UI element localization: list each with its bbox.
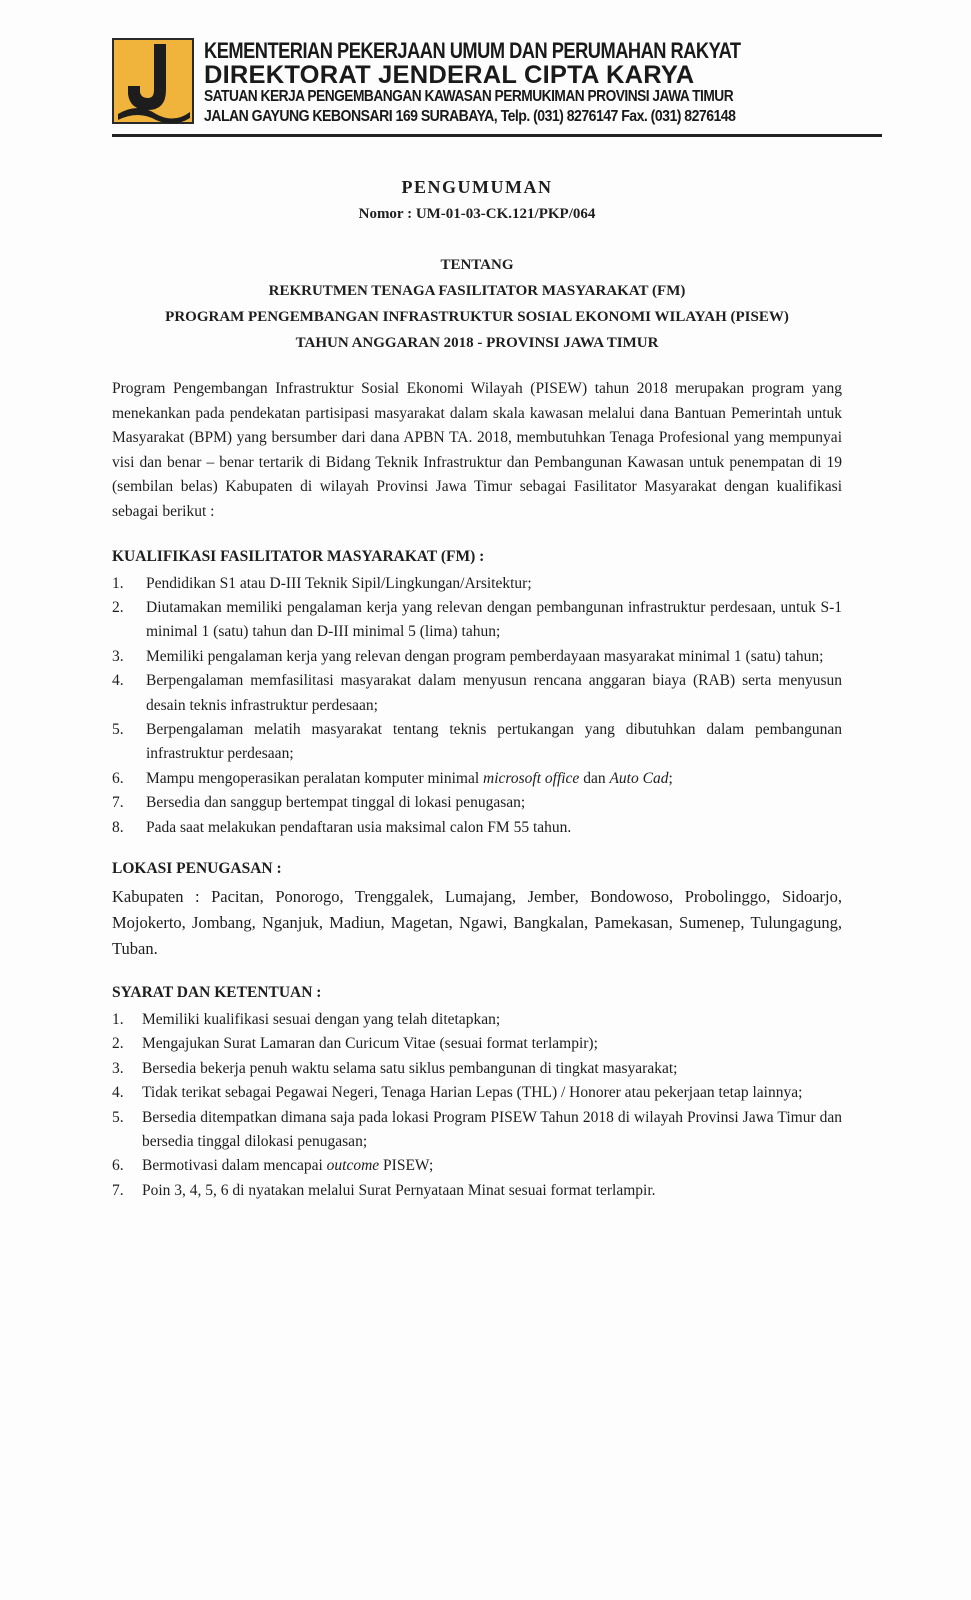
item-number: 1. — [112, 1011, 124, 1029]
letterhead-address: JALAN GAYUNG KEBONSARI 169 SURABAYA, Telp. (031) 8276147 Fax. (031) 8276148 — [204, 108, 736, 125]
about-label: TENTANG — [440, 257, 514, 273]
letterhead-ministry: KEMENTERIAN PEKERJAAN UMUM DAN PERUMAHAN RAKYAT — [204, 38, 741, 63]
letterhead-directorate: DIREKTORAT JENDERAL CIPTA KARYA — [204, 61, 695, 89]
subject-line: TAHUN ANGGARAN 2018 - PROVINSI JAWA TIMUR — [295, 335, 659, 351]
qualifications-heading: KUALIFIKASI FASILITATOR MASYARAKAT (FM) : — [112, 547, 485, 565]
item-text: Bersedia dan sanggup bertempat tinggal di lokasi penugasan; — [146, 794, 526, 812]
item-text-part: Mampu mengoperasikan peralatan komputer minimal — [146, 769, 484, 787]
document-body — [112, 377, 842, 1203]
locations-text: Kabupaten : Pacitan, Ponorogo, Trenggalek, Lumajang, Jember, Bondowoso, Probolinggo, Sidoarjo, Mojokerto, Jombang, Nganjuk, Madiun, Magetan, Ngawi, Bangkalan, Pamekasan, Sumenep, Tulungagung, Tuban. — [112, 887, 842, 959]
item-text: Bersedia ditempatkan dimana saja pada lokasi Program PISEW Tahun 2018 di wilayah Provinsi Jawa Timur dan bersedia tinggal dilokasi penugasan; — [142, 1108, 842, 1151]
pupr-logo-icon — [112, 38, 194, 124]
item-number: 4. — [112, 1084, 124, 1102]
intro-paragraph: Program Pengembangan Infrastruktur Sosial Ekonomi Wilayah (PISEW) tahun 2018 merupakan program yang menekankan pada pendekatan partisipasi masyarakat dalam skala kawasan melalui dana Bantuan Pemerintah untuk Masyarakat (BPM) yang bersumber dari dana APBN TA. 2018, membutuhkan Tenaga Profesional yang mempunyai visi dan benar – benar tertarik di Bidang Teknik Infrastruktur dan Pembangunan Kawasan untuk penempatan di 19 (sembilan belas) Kabupaten di wilayah Provinsi Jawa Timur sebagai Fasilitator Masyarakat dengan kualifikasi sebagai berikut : — [112, 380, 842, 520]
subject-line: PROGRAM PENGEMBANGAN INFRASTRUKTUR SOSIAL EKONOMI WILAYAH (PISEW) — [165, 309, 789, 325]
list-item — [112, 1081, 842, 1105]
subject — [112, 278, 842, 356]
list-item — [112, 718, 842, 767]
item-text — [146, 767, 842, 791]
item-text: Bersedia bekerja penuh waktu selama satu siklus pembangunan di tingkat masyarakat; — [142, 1059, 678, 1077]
letterhead-divider — [112, 134, 882, 137]
item-text: Pendidikan S1 atau D-III Teknik Sipil/Lingkungan/Arsitektur; — [146, 574, 532, 592]
locations-heading: LOKASI PENUGASAN : — [112, 860, 282, 878]
list-item — [112, 572, 842, 596]
item-number: 2. — [112, 598, 124, 616]
item-text: Poin 3, 4, 5, 6 di nyatakan melalui Surat Pernyataan Minat sesuai format terlampir. — [142, 1181, 656, 1199]
item-text: Memiliki kualifikasi sesuai dengan yang telah ditetapkan; — [142, 1011, 501, 1029]
item-text-part: Bermotivasi dalam mencapai — [142, 1157, 327, 1175]
item-number: 3. — [112, 647, 124, 665]
list-item — [112, 1154, 842, 1178]
list-item — [112, 1057, 842, 1081]
item-text: Tidak terikat sebagai Pegawai Negeri, Tenaga Harian Lepas (THL) / Honorer atau pekerjaan tetap lainnya; — [142, 1084, 803, 1102]
list-item — [112, 1032, 842, 1056]
document-number: Nomor : UM-01-03-CK.121/PKP/064 — [358, 206, 596, 222]
list-item — [112, 596, 842, 645]
list-item — [112, 645, 842, 669]
letterhead-unit: SATUAN KERJA PENGEMBANGAN KAWASAN PERMUKIMAN PROVINSI JAWA TIMUR — [204, 88, 734, 105]
item-number: 1. — [112, 574, 124, 592]
list-item — [112, 1008, 842, 1032]
list-item — [112, 1106, 842, 1155]
title-block — [112, 176, 842, 356]
subject-line: REKRUTMEN TENAGA FASILITATOR MASYARAKAT (FM) — [268, 283, 686, 299]
document-title: PENGUMUMAN — [401, 177, 553, 197]
item-number: 6. — [112, 1157, 124, 1175]
item-number: 2. — [112, 1035, 124, 1053]
terms-heading: SYARAT DAN KETENTUAN : — [112, 984, 322, 1002]
item-text-part: ; — [668, 769, 673, 787]
item-number: 6. — [112, 769, 124, 787]
item-text: Pada saat melakukan pendaftaran usia maksimal calon FM 55 tahun. — [146, 818, 572, 836]
item-number: 3. — [112, 1059, 124, 1077]
item-text: Berpengalaman melatih masyarakat tentang teknis pertukangan yang dibutuhkan dalam pembangunan infrastruktur perdesaan; — [146, 721, 842, 763]
item-text: Memiliki pengalaman kerja yang relevan dengan program pemberdayaan masyarakat minimal 1 (satu) tahun; — [146, 647, 824, 665]
item-number: 5. — [112, 1108, 124, 1126]
qualifications-list — [112, 572, 842, 840]
item-text — [142, 1154, 842, 1178]
item-text: Berpengalaman memfasilitasi masyarakat dalam menyusun rencana anggaran biaya (RAB) serta menyusun desain teknis infrastruktur perdesaan; — [146, 672, 842, 714]
item-number: 5. — [112, 721, 124, 738]
list-item — [112, 791, 842, 815]
item-text-part: PISEW; — [379, 1157, 434, 1175]
terms-list — [112, 1008, 842, 1203]
item-text: Mengajukan Surat Lamaran dan Curicum Vitae (sesuai format terlampir); — [142, 1035, 598, 1053]
item-text-emphasis: microsoft office — [483, 769, 580, 787]
list-item — [112, 816, 842, 840]
letterhead — [112, 38, 882, 134]
item-number: 4. — [112, 672, 124, 690]
list-item — [112, 669, 842, 718]
item-number: 8. — [112, 818, 124, 836]
item-text-emphasis: Auto Cad — [609, 769, 669, 787]
item-text-emphasis: outcome — [326, 1157, 380, 1175]
item-number: 7. — [112, 794, 124, 812]
item-text-part: dan — [579, 769, 610, 787]
item-text: Diutamakan memiliki pengalaman kerja yang relevan dengan pembangunan infrastruktur perdesaan, untuk S-1 minimal 1 (satu) tahun dan D-III minimal 5 (lima) tahun; — [146, 598, 842, 641]
item-number: 7. — [112, 1181, 124, 1199]
list-item — [112, 1179, 842, 1203]
list-item — [112, 767, 842, 791]
